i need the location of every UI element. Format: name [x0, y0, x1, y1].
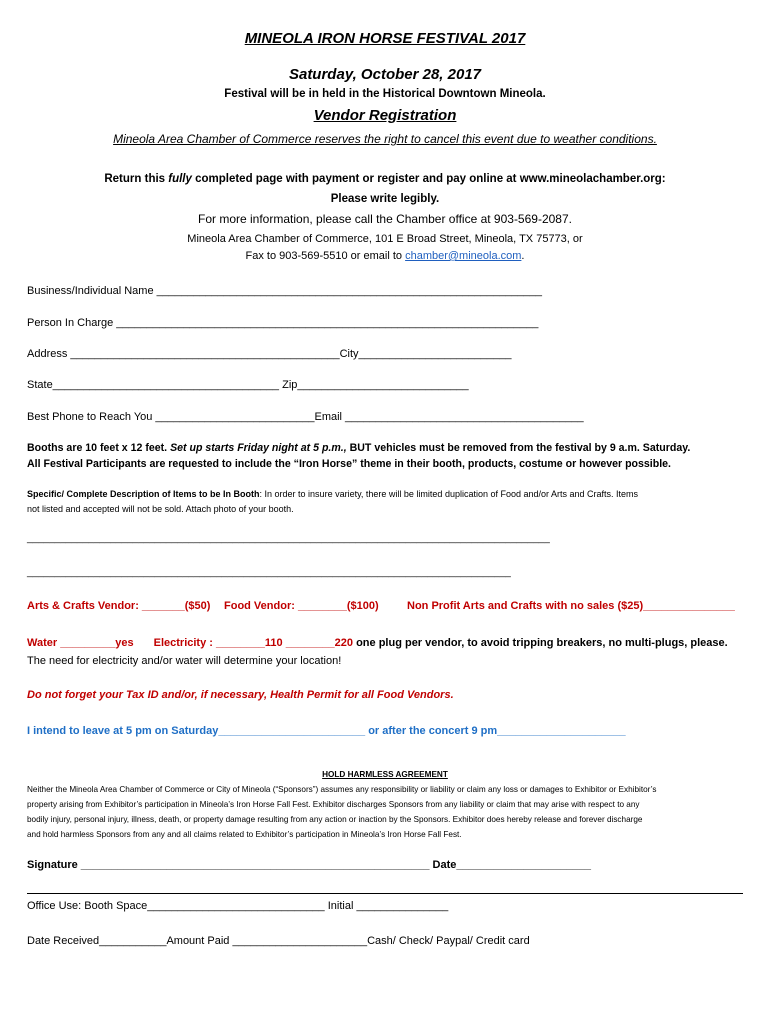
return-post: completed page with payment or register and pay online at www.mineolachamber.org:: [191, 173, 666, 185]
description-blank-1[interactable]: ______________________________________________________________________________________________: [27, 533, 550, 544]
agreement-title: HOLD HARMLESS AGREEMENT: [322, 770, 448, 779]
nonprofit-fee[interactable]: Non Profit Arts and Crafts with no sales ($25)_______________: [407, 600, 735, 612]
event-date: Saturday, October 28, 2017: [288, 66, 482, 83]
state-zip-field[interactable]: State_____________________________________ Zip____________________________: [27, 379, 469, 391]
agreement-line-2: property arising from Exhibitor’s participation in Mineola’s Iron Horse Fall Fest. Exhibitor discharges Sponsors from any liability or claim that may arise with respect to any: [27, 800, 640, 809]
description-text-2: not listed and accepted will not be sold. Attach photo of your booth.: [27, 504, 294, 514]
location-note: The need for electricity and/or water will determine your location!: [27, 655, 342, 667]
food-vendor-fee[interactable]: Food Vendor: ________($100): [224, 600, 379, 612]
fax-pre: Fax to 903-569-5510 or email to: [245, 250, 406, 262]
description-label: Specific/ Complete Description of Items to be In Booth: [27, 489, 260, 499]
address-city-field[interactable]: Address ____________________________________________City_________________________: [27, 348, 512, 360]
write-legibly: Please write legibly.: [330, 193, 440, 205]
theme-request: All Festival Participants are requested to include the “Iron Horse” theme in their booth, products, costume or however possible.: [27, 458, 671, 470]
divider: [27, 893, 743, 894]
vehicle-removal: BUT vehicles must be removed from the festival by 9 a.m. Saturday.: [346, 442, 691, 454]
phone-email-field[interactable]: Best Phone to Reach You __________________________Email _______________________________________: [27, 411, 584, 423]
description-text: : In order to insure variety, there will be limited duplication of Food and/or Arts and Crafts. Items: [259, 489, 639, 499]
chamber-address: Mineola Area Chamber of Commerce, 101 E Broad Street, Mineola, TX 75773, or: [187, 233, 583, 245]
fax-post: .: [521, 250, 525, 262]
return-fully: fully: [168, 173, 192, 185]
person-in-charge-field[interactable]: Person In Charge _____________________________________________________________________: [27, 317, 539, 329]
section-title: Vendor Registration: [313, 107, 457, 124]
agreement-line-1: Neither the Mineola Area Chamber of Commerce or City of Mineola (“Sponsors”) assumes any responsibility or liability or claim any loss or damages to Exhibitor or Exhibitor’s: [27, 785, 657, 794]
fax-email: [0, 250, 770, 262]
electricity-option[interactable]: Electricity : ________110 ________220: [153, 637, 354, 649]
agreement-line-3: bodily injury, personal injury, illness, death, or property damage resulting from any action or inaction by the Sponsors. Exhibitor does hereby release and forever discharge: [27, 815, 643, 824]
plug-note: one plug per vendor, to avoid tripping breakers, no multi-plugs, please.: [353, 637, 728, 649]
description-instructions: [27, 489, 638, 499]
leave-time-field[interactable]: I intend to leave at 5 pm on Saturday________________________ or after the concert 9 pm_____________________: [27, 725, 626, 737]
event-location: Festival will be in held in the Historical Downtown Mineola.: [224, 88, 546, 100]
return-pre: Return this: [104, 173, 169, 185]
weather-notice: Mineola Area Chamber of Commerce reserves the right to cancel this event due to weather conditions.: [113, 132, 657, 146]
return-instructions: [0, 173, 770, 185]
page-title: MINEOLA IRON HORSE FESTIVAL 2017: [244, 30, 526, 47]
booth-size-info: [27, 442, 690, 454]
business-name-field[interactable]: Business/Individual Name _______________________________________________________________: [27, 285, 543, 297]
setup-time: Set up starts Friday night at 5 p.m.,: [170, 442, 347, 454]
signature-date-field[interactable]: Signature _________________________________________________________ Date______________________: [27, 859, 591, 871]
water-option[interactable]: Water _________yes: [27, 637, 134, 649]
utilities-line: [27, 637, 728, 649]
tax-id-reminder: Do not forget your Tax ID and/or, if necessary, Health Permit for all Food Vendors.: [27, 689, 454, 701]
email-link[interactable]: chamber@mineola.com: [405, 250, 522, 262]
booth-size: Booths are 10 feet x 12 feet.: [27, 442, 171, 454]
description-blank-2[interactable]: _______________________________________________________________________________________: [27, 567, 511, 578]
arts-crafts-fee[interactable]: Arts & Crafts Vendor: _______($50): [27, 600, 211, 612]
more-info: For more information, please call the Chamber office at 903-569-2087.: [198, 212, 572, 226]
office-booth-space[interactable]: Office Use: Booth Space_____________________________ Initial _______________: [27, 900, 449, 912]
office-date-received[interactable]: Date Received___________Amount Paid ______________________Cash/ Check/ Paypal/ Credit card: [27, 935, 530, 947]
agreement-line-4: and hold harmless Sponsors from any and all claims related to Exhibitor’s participation in Mineola’s Iron Horse Fall Fest.: [27, 830, 462, 839]
